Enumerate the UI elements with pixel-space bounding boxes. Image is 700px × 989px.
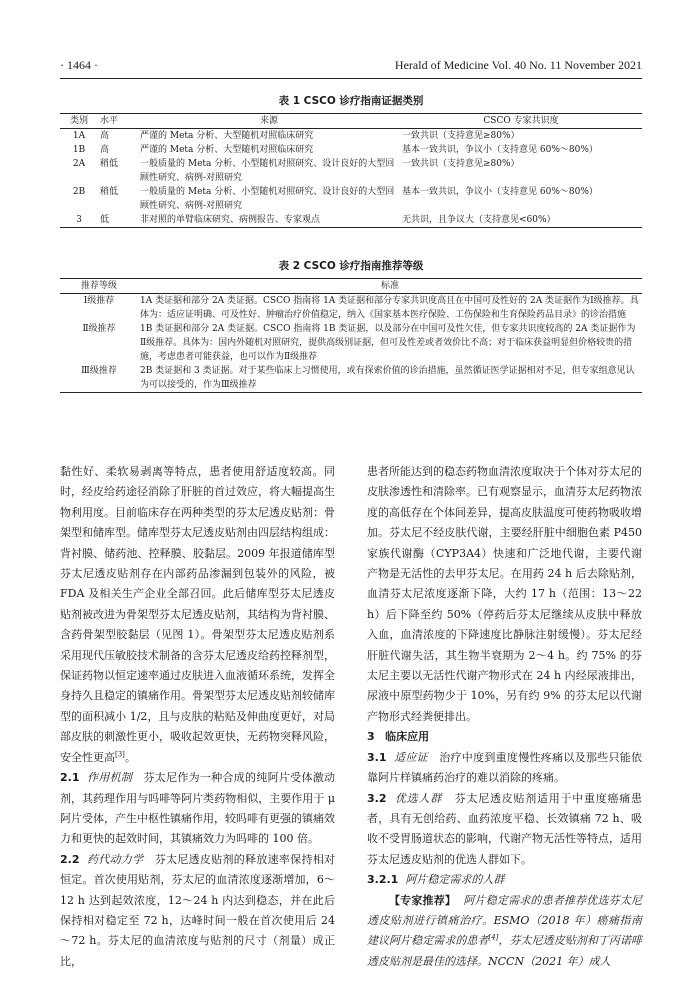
cell-level: 高 <box>100 145 110 155</box>
cell-standard: 1A 类证据和部分 2A 类证据。CSCO 指南将 1A 类证据和部分专家共识度高且在中国可及性好的 2A 类证据作为Ⅰ级推荐。具体为：适应证明确、可及性好、肿瘤治疗价值稳定，纳入《国家基本医疗保险、工伤保险和生育保险药品目录》的诊治措施 <box>140 296 639 320</box>
cell-level: 低 <box>98 213 138 228</box>
section-text: 治疗中度到重度慢性疼痛以及那些只能依靠阿片样镇痛药治疗的难以消除的疼痛。 <box>367 750 643 785</box>
table2 <box>60 278 642 393</box>
section-title: 阿片稳定需求的人群 <box>405 873 505 887</box>
section-number: 3 <box>367 730 375 744</box>
section-text: 芬太尼透皮贴剂的释放速率保持相对恒定。首次使用贴剂，芬太尼的血清浓度逐渐增加，6～12 h 达到起效浓度，12～24 h 内达到稳态，并在此后保持相对稳定至 72 h，达峰时间一般在首次使用后 24～72 h。芬太尼的血清浓度与贴剂的尺寸（剂量）成正比， <box>60 852 336 968</box>
table1-caption: 表 1 CSCO 诊疗指南证据类别 <box>278 95 424 107</box>
section-title: 适应证 <box>394 750 428 764</box>
table1 <box>60 113 642 228</box>
citation: [4] <box>488 933 499 942</box>
cell-source: 非对照的单臂临床研究、病例报告、专家观点 <box>138 213 400 228</box>
table-row <box>60 322 642 364</box>
cell-cat: 2A <box>72 159 86 169</box>
cell-level: 稍低 <box>100 159 119 169</box>
table-row <box>60 143 642 157</box>
paragraph: 患者所能达到的稳态药物血清浓度取决于个体对芬太尼的皮肤渗透性和清除率。已有观察显示，血清芬太尼药物浓度的高低存在个体间差异，提高皮肤温度可使药物吸收增加。芬太尼不经皮肤代谢，主要经肝脏中细胞色素 P450 家族代谢酶（CYP3A4）快速和广泛地代谢，主要代谢产物是无活性的去甲芬太尼。在用药 24 h 后去除贴剂，血清芬太尼浓度逐渐下降，大约 17 h（范围：13～22 h）后下降至约 50%（停药后芬太尼继续从皮肤中释放入血，血清浓度的下降速度比静脉注射缓慢）。芬太尼经肝脏代谢失活，其生物半衰期为 2～4 h。约 75% 的芬太尼主要以无活性代谢产物形式在 24 h 内经尿液排出，尿液中原型药物少于 10%，另有约 9% 的芬太尼以代谢产物形式经粪便排出。 <box>367 465 642 723</box>
citation: [3] <box>115 750 125 759</box>
page-number: · 1464 · <box>60 58 98 72</box>
paragraph-text: 黏性好、柔软易剥离等特点，患者使用舒适度较高。同时，经皮给药途径消除了肝脏的首过效应，将大幅提高生物利用度。目前临床存在两种类型的芬太尼透皮贴剂：骨架型和储库型。储库型芬太尼透皮贴剂由四层结构组成：背衬膜、储药池、控释膜、胶黏层。2009 年报道储库型芬太尼透皮贴剂存在内部药品渗漏到包装外的风险，被 FDA 及相关生产企业全部召回。此后储库型芬太尼透皮贴剂被改进为骨架型芬太尼透皮贴剂，其结构为背衬膜、含药骨架型胶黏层（见图 1）。骨架型芬太尼透皮贴剂系采用现代压敏胶技术制备的含芬太尼透皮给药控释剂型，保证药物以恒定速率通过皮肤进入血液循环系统，发挥全身持久且稳定的镇痛作用。骨架型芬太尼透皮贴剂较储库型的面积减小 1/2，且与皮肤的粘贴及伸曲度更好，对局部皮肤的刺激性更小，吸收起效更快，无药物突释风险，安全性更高 <box>60 465 335 764</box>
cell-grade: Ⅱ级推荐 <box>82 324 116 334</box>
cell-level: 稍低 <box>100 187 119 197</box>
section-number: 3.1 <box>367 750 387 764</box>
recommendation-text-2: ，芬太尼透皮贴剂和丁丙诺啡透皮贴剂是最佳的选择。NCCN（2021 年）成人 <box>367 934 643 968</box>
section-3-2 <box>367 789 642 871</box>
section-2-2 <box>60 850 335 972</box>
table-row <box>60 213 642 228</box>
section-title: 临床应用 <box>385 730 430 744</box>
table1-header-row <box>60 114 642 129</box>
section-title: 优选人群 <box>395 791 442 805</box>
cell-source: 严谨的 Meta 分析、大型随机对照临床研究 <box>140 131 314 141</box>
section-3-heading <box>367 727 642 747</box>
journal-title: Herald of Medicine Vol. 40 No. 11 November 2021 <box>394 58 642 72</box>
section-number: 2.1 <box>60 771 80 785</box>
table-row <box>60 364 642 393</box>
left-column <box>60 462 335 972</box>
table1-header-level: 水平 <box>98 114 138 129</box>
section-3-1 <box>367 748 642 789</box>
table-row <box>60 129 642 144</box>
section-3-2-1 <box>367 870 642 890</box>
cell-grade: Ⅲ级推荐 <box>60 364 138 393</box>
cell-source: 严谨的 Meta 分析、大型随机对照临床研究 <box>140 145 314 155</box>
cell-source: 一般质量的 Meta 分析、小型随机对照研究、设计良好的大型回顾性研究、病例-对照研究 <box>140 187 395 211</box>
running-header <box>60 58 642 76</box>
paragraph <box>60 462 335 768</box>
recommendation-label: 【专家推荐】 <box>389 893 457 907</box>
expert-recommendation <box>367 891 642 973</box>
cell-level: 高 <box>100 131 110 141</box>
cell-consensus: 一致共识（支持意见≥80%） <box>402 159 520 169</box>
cell-grade: Ⅰ级推荐 <box>83 296 115 306</box>
header-rule <box>60 78 642 79</box>
section-text: 芬太尼作为一种合成的纯阿片受体激动剂，其药理作用与吗啡等阿片类药物相似，主要作用于 μ 阿片受体，产生中枢性镇痛作用，较吗啡有更强的镇痛效力和更快的起效时间，其镇痛效力为吗啡的 100 倍。 <box>60 771 336 846</box>
section-number: 3.2 <box>367 791 387 805</box>
paragraph-end: 。 <box>124 750 136 764</box>
table2-header-row <box>60 279 642 294</box>
table1-header-consensus: CSCO 专家共识度 <box>400 114 642 129</box>
cell-standard: 1B 类证据和部分 2A 类证据。CSCO 指南将 1B 类证据，以及部分在中国可及性欠佳，但专家共识度较高的 2A 类证据作为Ⅱ级推荐。具体为：国内外随机对照研究，提供高级别证据，但可及性差或者效价比不高；对于临床获益明显但价格较贵的措施，考虑患者可能获益，也可以作为Ⅱ级推荐 <box>140 324 636 362</box>
cell-consensus: 基本一致共识，争议小（支持意见 60%～80%） <box>402 145 598 155</box>
section-title: 作用机制 <box>87 771 133 785</box>
cell-cat: 3 <box>60 213 98 228</box>
table1-header-cat: 类别 <box>60 114 98 129</box>
section-text: 芬太尼透皮贴剂适用于中重度癌痛患者，具有无创给药、血药浓度平稳、长效镇痛 72 h、吸收不受胃肠道状态的影响，代谢产物无活性等特点，适用芬太尼透皮贴剂的优选人群如下。 <box>367 791 642 866</box>
cell-cat: 1A <box>72 131 86 141</box>
cell-cat: 1B <box>72 145 86 155</box>
cell-cat: 2B <box>72 187 86 197</box>
table2-header-grade: 推荐等级 <box>60 279 138 294</box>
table-row <box>60 185 642 213</box>
cell-source: 一般质量的 Meta 分析、小型随机对照研究、设计良好的大型回顾性研究、病例-对照研究 <box>140 159 395 183</box>
cell-standard: 2B 类证据和 3 类证据。对于某些临床上习惯使用，或有探索价值的诊治措施，虽然循证医学证据相对不足，但专家组意见认为可以接受的，作为Ⅲ级推荐 <box>138 364 642 393</box>
table1-header-source: 来源 <box>138 114 400 129</box>
section-2-1 <box>60 768 335 850</box>
section-title: 药代动力学 <box>87 852 144 866</box>
table2-header-standard: 标准 <box>138 279 642 294</box>
table2-caption: 表 2 CSCO 诊疗指南推荐等级 <box>278 260 424 272</box>
recommendation-text: 阿片稳定需求的患者推荐优选芬太尼透皮贴剂进行镇痛治疗。ESMO（2018 年）癌痛指南建议阿片稳定需求的患者 <box>367 893 642 948</box>
section-number: 2.2 <box>60 852 80 866</box>
cell-consensus: 一致共识（支持意见≥80%） <box>402 131 520 141</box>
right-column <box>367 462 642 972</box>
section-number: 3.2.1 <box>367 873 399 887</box>
table-row <box>60 294 642 323</box>
cell-consensus: 基本一致共识，争议小（支持意见 60%～80%） <box>402 187 598 197</box>
table-row <box>60 157 642 185</box>
cell-consensus: 无共识，且争议大（支持意见<60%） <box>400 213 642 228</box>
